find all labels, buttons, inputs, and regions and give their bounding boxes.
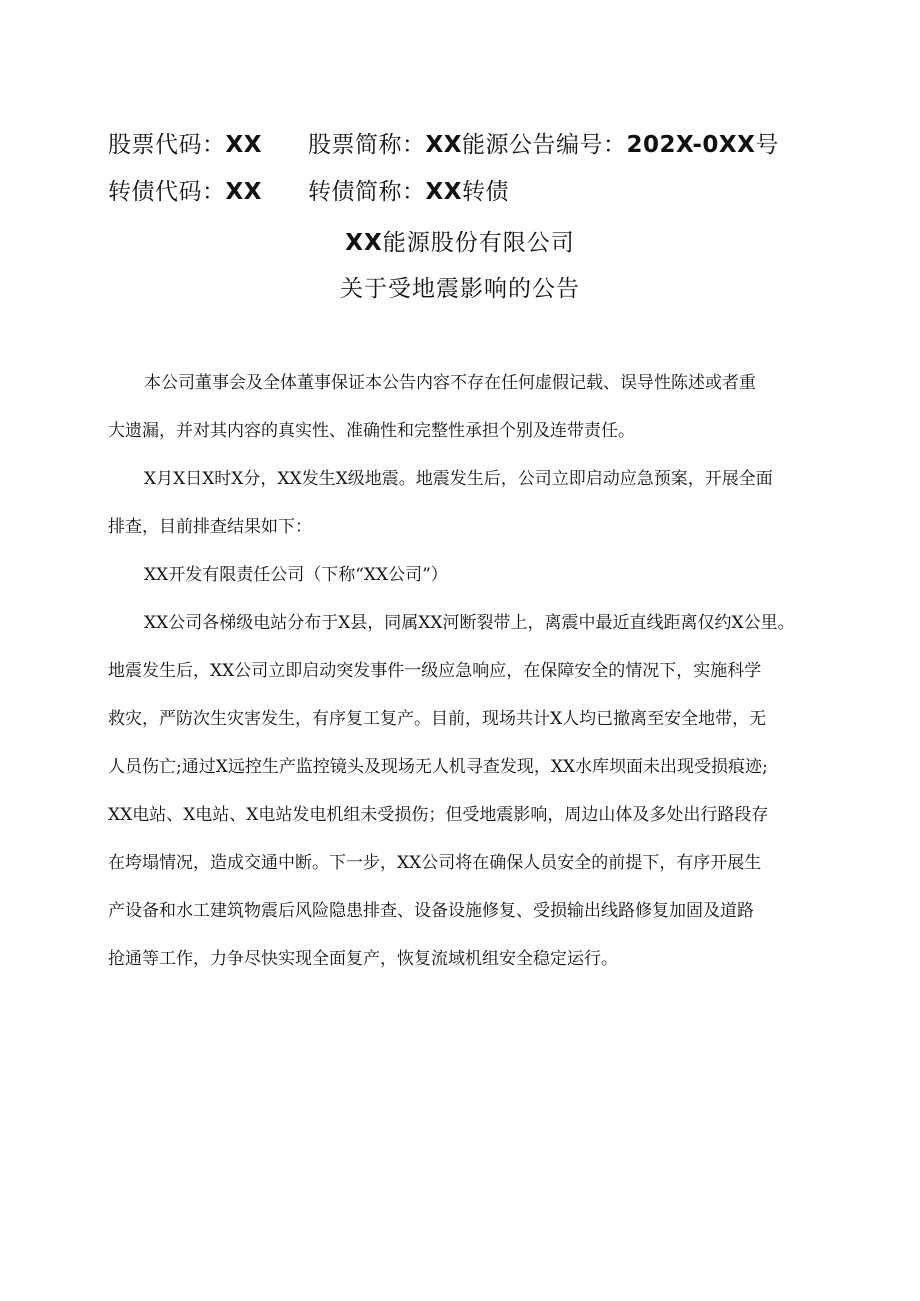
bond-name-suffix: 转债 [461,179,509,205]
stock-info-line [108,130,779,160]
section-heading-block [108,562,814,610]
bond-name-label: 转债简称： [308,179,426,205]
stock-code-label: 股票代码： [108,132,226,158]
stock-name-label: 股票简称： [308,132,426,158]
body-line: 大遗漏，并对其内容的真实性、准确性和完整性承担个别及连带责任。 [108,421,635,441]
bond-code-label: 转债代码： [108,179,226,205]
body-line: 地震发生后，XX公司立即启动突发事件一级应急响应，在保障安全的情况下，实施科学 [108,661,762,681]
body-line: 产设备和水工建筑物震后风险隐患排查、设备设施修复、受损输出线路修复加固及道路 [108,901,754,921]
body-line: 救灾，严防次生灾害发生，有序复工复产。目前，现场共计X人均已撤离至安全地带，无 [108,709,767,729]
body-line: 排查，目前排查结果如下： [108,517,312,537]
disclaimer-paragraph [108,370,814,466]
stock-name-group [308,130,779,160]
subsidiary-paragraph [108,610,814,994]
announcement-number: 202X-0XX [626,132,756,158]
section-heading: XX开发有限责任公司（下称“XX公司”） [144,565,448,585]
stock-code-value: XX [225,132,262,158]
company-title-rest: 能源股份有限公司 [382,230,575,256]
company-title [0,228,920,258]
event-paragraph [108,466,814,562]
body-line: 抢通等工作，力争尽快实现全面复产，恢复流域机组安全稳定运行。 [108,949,618,969]
body-line: 在垮塌情况，造成交通中断。下一步，XX公司将在确保人员安全的前提下，有序开展生 [108,853,762,873]
announcement-number-suffix: 号 [755,132,779,158]
company-title-xx: XX [345,230,383,256]
stock-name-suffix: 能源公告编号： [461,132,627,158]
announcement-subject: 关于受地震影响的公告 [340,276,580,302]
body-line: 人员伤亡;通过X远控生产监控镜头及现场无人机寻查发现，XX水库坝面未出现受损痕迹; [108,757,768,777]
bond-name-group [308,177,509,207]
stock-name-value: XX [425,132,462,158]
body-line: XX电站、X电站、X电站发电机组未受损伤；但受地震影响，周边山体及多处出行路段存 [108,805,769,825]
announcement-body [108,370,814,994]
body-line: 本公司董事会及全体董事保证本公告内容不存在任何虚假记载、误导性陈述或者重 [144,373,756,393]
bond-code-value: XX [225,179,262,205]
body-line: XX公司各梯级电站分布于X县，同属XX河断裂带上，离震中最近直线距离仅约X公里。 [144,613,795,633]
bond-name-value: XX [425,179,462,205]
bond-info-line [108,177,509,207]
body-line: X月X日X时X分，XX发生X级地震。地震发生后，公司立即启动应急预案，开展全面 [144,469,773,489]
